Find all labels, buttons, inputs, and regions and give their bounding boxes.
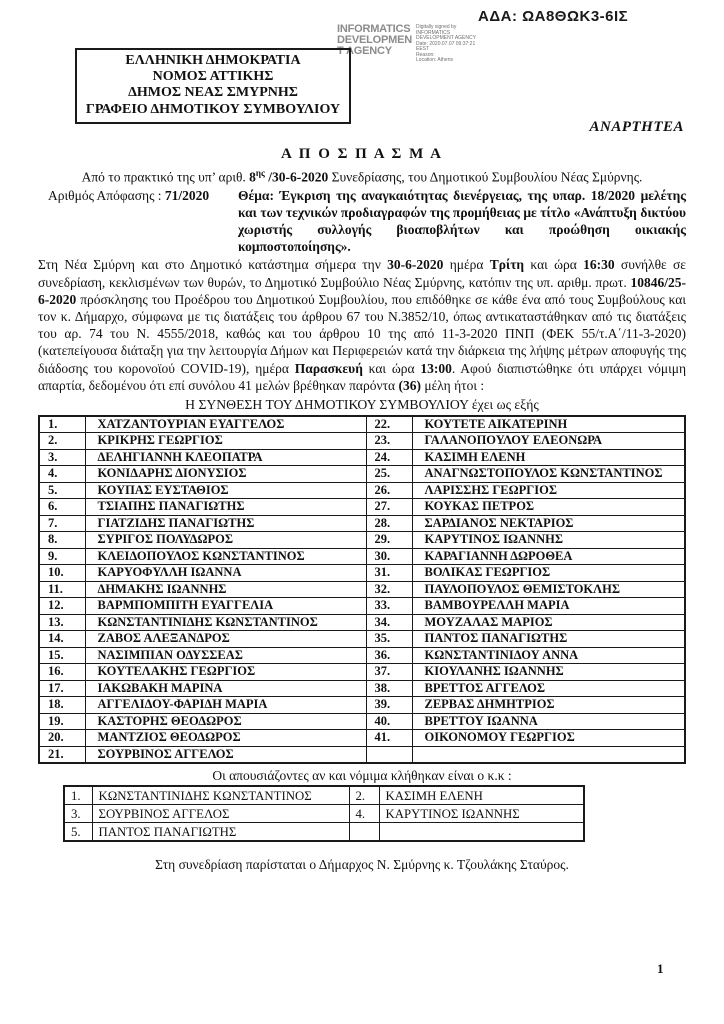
- table-row: [39, 416, 685, 433]
- member-name: ΚΑΡΥΤΙΝΟΣ ΙΩΑΝΝΗΣ: [379, 805, 584, 823]
- members-table: [38, 415, 686, 765]
- table-row: [39, 730, 685, 747]
- document-title: Α Π Ο Σ Π Α Σ Μ Α: [281, 146, 443, 162]
- member-number: 28.: [366, 515, 412, 532]
- decision-number: [38, 187, 238, 256]
- member-name: ΙΑΚΩΒΑΚΗ ΜΑΡΙΝΑ: [85, 680, 366, 697]
- member-number: 37.: [366, 664, 412, 681]
- member-number: 33.: [366, 598, 412, 615]
- member-name: ΠΑΝΤΟΣ ΠΑΝΑΓΙΩΤΗΣ: [412, 631, 685, 648]
- member-number: 39.: [366, 697, 412, 714]
- table-row: [39, 548, 685, 565]
- table-row: [39, 647, 685, 664]
- member-number: 5.: [64, 823, 92, 842]
- member-number: 22.: [366, 416, 412, 433]
- anartitea-label: ΑΝΑΡΤΗΤΕΑ: [589, 119, 684, 135]
- member-number: [366, 746, 412, 763]
- table-row: [39, 499, 685, 516]
- decision-row: [38, 187, 686, 256]
- member-number: 17.: [39, 680, 85, 697]
- member-number: 29.: [366, 532, 412, 549]
- member-name: ΠΑΥΛΟΠΟΥΛΟΣ ΘΕΜΙΣΤΟΚΛΗΣ: [412, 581, 685, 598]
- absent-table: [63, 785, 585, 842]
- decision-number-value: 71/2020: [164, 187, 210, 203]
- member-number: 20.: [39, 730, 85, 747]
- table-row: [39, 614, 685, 631]
- document-body: [38, 146, 686, 873]
- member-number: 35.: [366, 631, 412, 648]
- member-number: 23.: [366, 433, 412, 450]
- member-number: 32.: [366, 581, 412, 598]
- member-name: ΚΟΥΤΕΛΑΚΗΣ ΓΕΩΡΓΙΟΣ: [85, 664, 366, 681]
- member-name: ΒΡΕΤΤΟΥ ΙΩΑΝΝΑ: [412, 713, 685, 730]
- member-number: 19.: [39, 713, 85, 730]
- member-number: 4.: [349, 805, 379, 823]
- member-name: ΚΩΝΣΤΑΝΤΙΝΙΔΗΣ ΚΩΝΣΤΑΝΤΙΝΟΣ: [85, 614, 366, 631]
- member-name: ΣΟΥΡΒΙΝΟΣ ΑΓΓΕΛΟΣ: [85, 746, 366, 763]
- member-number: 34.: [366, 614, 412, 631]
- table-row: [39, 664, 685, 681]
- stamp-signature-details: Digitally signed by INFORMATICS DEVELOPMENT AGENCY Date: 2020.07.07 09:37:21 EEST Reason: Location: Athens: [416, 24, 476, 63]
- table-row: [39, 449, 685, 466]
- absent-heading: Οι απουσιάζοντες αν και νόμιμα κλήθηκαν είναι ο κ.κ :: [212, 768, 512, 784]
- member-name: ΛΑΡΙΣΣΗΣ ΓΕΩΡΓΙΟΣ: [412, 482, 685, 499]
- member-number: 16.: [39, 664, 85, 681]
- composition-heading: Η ΣΥΝΘΕΣΗ ΤΟΥ ΔΗΜΟΤΙΚΟΥ ΣΥΜΒΟΥΛΙΟΥ έχει ως εξής: [185, 396, 539, 412]
- member-number: 4.: [39, 466, 85, 483]
- member-number: 15.: [39, 647, 85, 664]
- member-name: ΚΛΕΙΔΟΠΟΥΛΟΣ ΚΩΝΣΤΑΝΤΙΝΟΣ: [85, 548, 366, 565]
- ada-code: ΑΔΑ: ΩΑ8ΘΩΚ3-6ΙΣ: [478, 8, 629, 25]
- table-row: [64, 805, 584, 823]
- table-row: [39, 581, 685, 598]
- member-number: 40.: [366, 713, 412, 730]
- member-name: ΜΟΥΖΑΛΑΣ ΜΑΡΙΟΣ: [412, 614, 685, 631]
- member-number: [349, 823, 379, 842]
- member-number: 13.: [39, 614, 85, 631]
- member-number: 1.: [39, 416, 85, 433]
- member-number: 2.: [349, 786, 379, 805]
- table-row: [39, 515, 685, 532]
- digital-signature-stamp: [337, 24, 476, 64]
- member-name: ΚΩΝΣΤΑΝΤΙΝΙΔΗΣ ΚΩΝΣΤΑΝΤΙΝΟΣ: [92, 786, 349, 805]
- member-number: 18.: [39, 697, 85, 714]
- member-name: ΜΑΝΤΖΙΟΣ ΘΕΟΔΩΡΟΣ: [85, 730, 366, 747]
- member-number: 11.: [39, 581, 85, 598]
- member-name: ΚΑΡΑΓΙΑΝΝΗ ΔΩΡΟΘΕΑ: [412, 548, 685, 565]
- member-name: ΒΟΛΙΚΑΣ ΓΕΩΡΓΙΟΣ: [412, 565, 685, 582]
- member-name: ΑΓΓΕΛΙΔΟΥ-ΦΑΡΙΔΗ ΜΑΡΙΑ: [85, 697, 366, 714]
- table-row: [39, 532, 685, 549]
- member-number: 30.: [366, 548, 412, 565]
- table-row: [39, 598, 685, 615]
- table-row: [64, 823, 584, 842]
- member-name: ΖΕΡΒΑΣ ΔΗΜΗΤΡΙΟΣ: [412, 697, 685, 714]
- member-number: 3.: [64, 805, 92, 823]
- member-number: 7.: [39, 515, 85, 532]
- member-number: 5.: [39, 482, 85, 499]
- member-number: 8.: [39, 532, 85, 549]
- table-row: [39, 482, 685, 499]
- table-row: [39, 713, 685, 730]
- members-table-body: [39, 416, 685, 764]
- decision-number-label: Αριθμός Απόφασης :: [48, 187, 165, 203]
- member-name: ΓΙΑΤΖΙΔΗΣ ΠΑΝΑΓΙΩΤΗΣ: [85, 515, 366, 532]
- member-name: ΠΑΝΤΟΣ ΠΑΝΑΓΙΩΤΗΣ: [92, 823, 349, 842]
- table-row: [39, 746, 685, 763]
- table-row: [39, 697, 685, 714]
- member-name: ΣΟΥΡΒΙΝΟΣ ΑΓΓΕΛΟΣ: [92, 805, 349, 823]
- member-number: 14.: [39, 631, 85, 648]
- member-number: 12.: [39, 598, 85, 615]
- member-name: ΚΑΣΤΟΡΗΣ ΘΕΟΔΩΡΟΣ: [85, 713, 366, 730]
- member-name: ΚΑΡΥΟΦΥΛΛΗ ΙΩΑΝΝΑ: [85, 565, 366, 582]
- page-number: 1: [657, 961, 664, 976]
- mayor-attendance-line: Στη συνεδρίαση παρίσταται ο Δήμαρχος Ν. Σμύρνης κ. Τζουλάκης Σταύρος.: [155, 857, 569, 873]
- document-subtitle: Από το πρακτικό της υπ’ αριθ. $8^{\eta\varsigma}$ /30-6-2020 Συνεδρίασης, του Δημοτικού Συμβουλίου Νέας Σμύρνης.: [81, 168, 643, 185]
- member-name: ΟΙΚΟΝΟΜΟΥ ΓΕΩΡΓΙΟΣ: [412, 730, 685, 747]
- table-row: [39, 565, 685, 582]
- member-number: 38.: [366, 680, 412, 697]
- session-paragraph: Στη Νέα Σμύρνη και στο Δημοτικό κατάστημα σήμερα την 30-6-2020 ημέρα Τρίτη και ώρα 16:30 συνήλθε σε συνεδρίαση, κεκλισμένων των θυρών, το Δημοτικό Συμβούλιο Νέας Σμύρνης, κατόπιν της υπ. αριθμ. πρωτ. 10846/25-6-2020 πρόσκλησης του Προέδρου του Δημοτικού Συμβουλίου, που επιδόθηκε σε κάθε ένα από τους Συμβούλους και τον κ. Δήμαρχο, σύμφωνα με τις διατάξεις του άρθρου 67 του Ν.3852/10, όπως αντικαταστάθηκαν από τις διατάξεις του αρ. 74 του Ν. 4555/2018, καθώς και του άρθρου 10 της από 11-3-2020 ΠΝΠ (ΦΕΚ 55/τ.Α΄/11-3-2020) (κατεπείγουσα διάταξη για την λειτουργία Δήμων και Περιφερειών κατά την διάρκεια της λήψης μέτρων αποφυγής της διάδοσης του κορονοϊού COVID-19), ημέρα Παρασκευή και ώρα 13:00. Αφού διαπιστώθηκε ότι υπάρχει νόμιμη απαρτία, δεδομένου ότι επί συνόλου 41 μελών βρέθηκαν παρόντα (36) μέλη ήτοι :: [38, 257, 686, 393]
- member-name: ΝΑΣΙΜΠΙΑΝ ΟΔΥΣΣΕΑΣ: [85, 647, 366, 664]
- member-name: ΚΟΥΤΕΤΕ ΑΙΚΑΤΕΡΙΝΗ: [412, 416, 685, 433]
- member-name: ΔΕΛΗΓΙΑΝΝΗ ΚΛΕΟΠΑΤΡΑ: [85, 449, 366, 466]
- member-number: 31.: [366, 565, 412, 582]
- decision-theme: Θέμα: Έγκριση της αναγκαιότητας διενέργειας, της υπαρ. 18/2020 μελέτης και των τεχνικών προδιαγραφών της προμήθειας με τίτλο «Ανάπτυξη δικτύου χωριστής συλλογής βιοαποβλήτων και προώθηση οικιακής κομποστοποίησης».: [238, 187, 686, 255]
- member-number: 1.: [64, 786, 92, 805]
- member-number: 6.: [39, 499, 85, 516]
- member-name: ΧΑΤΖΑΝΤΟΥΡΙΑΝ ΕΥΑΓΓΕΛΟΣ: [85, 416, 366, 433]
- stamp-agency-text: INFORMATICS DEVELOPMEN T AGENCY: [337, 23, 413, 57]
- member-number: 41.: [366, 730, 412, 747]
- member-name: ΣΥΡΙΓΟΣ ΠΟΛΥΔΩΡΟΣ: [85, 532, 366, 549]
- table-row: [39, 631, 685, 648]
- member-name: ΒΑΜΒΟΥΡΕΛΛΗ ΜΑΡΙΑ: [412, 598, 685, 615]
- absent-table-body: [64, 786, 584, 841]
- member-number: 9.: [39, 548, 85, 565]
- member-name: [412, 746, 685, 763]
- member-number: 3.: [39, 449, 85, 466]
- member-name: ΑΝΑΓΝΩΣΤΟΠΟΥΛΟΣ ΚΩΝΣΤΑΝΤΙΝΟΣ: [412, 466, 685, 483]
- member-name: ΖΑΒΟΣ ΑΛΕΞΑΝΔΡΟΣ: [85, 631, 366, 648]
- member-name: ΣΑΡΔΙΑΝΟΣ ΝΕΚΤΑΡΙΟΣ: [412, 515, 685, 532]
- member-name: ΒΡΕΤΤΟΣ ΑΓΓΕΛΟΣ: [412, 680, 685, 697]
- member-name: ΚΡΙΚΡΗΣ ΓΕΩΡΓΙΟΣ: [85, 433, 366, 450]
- member-number: 25.: [366, 466, 412, 483]
- member-name: ΚΑΣΙΜΗ ΕΛΕΝΗ: [412, 449, 685, 466]
- member-name: ΚΩΝΣΤΑΝΤΙΝΙΔΟΥ ΑΝΝΑ: [412, 647, 685, 664]
- table-row: [39, 433, 685, 450]
- member-name: [379, 823, 584, 842]
- member-number: 36.: [366, 647, 412, 664]
- member-name: ΚΟΝΙΔΑΡΗΣ ΔΙΟΝΥΣΙΟΣ: [85, 466, 366, 483]
- member-name: ΔΗΜΑΚΗΣ ΙΩΑΝΝΗΣ: [85, 581, 366, 598]
- member-name: ΚΟΥΚΑΣ ΠΕΤΡΟΣ: [412, 499, 685, 516]
- member-number: 27.: [366, 499, 412, 516]
- member-number: 21.: [39, 746, 85, 763]
- member-name: ΤΣΙΑΠΗΣ ΠΑΝΑΓΙΩΤΗΣ: [85, 499, 366, 516]
- table-row: [39, 680, 685, 697]
- member-name: ΓΑΛΑΝΟΠΟΥΛΟΥ ΕΛΕΟΝΩΡΑ: [412, 433, 685, 450]
- member-number: 2.: [39, 433, 85, 450]
- member-number: 10.: [39, 565, 85, 582]
- member-name: ΚΑΡΥΤΙΝΟΣ ΙΩΑΝΝΗΣ: [412, 532, 685, 549]
- table-row: [64, 786, 584, 805]
- member-name: ΒΑΡΜΠΟΜΠΙΤΗ ΕΥΑΓΓΕΛΙΑ: [85, 598, 366, 615]
- member-name: ΚΑΣΙΜΗ ΕΛΕΝΗ: [379, 786, 584, 805]
- member-number: 24.: [366, 449, 412, 466]
- letterhead-box: ΕΛΛΗΝΙΚΗ ΔΗΜΟΚΡΑΤΙΑ ΝΟΜΟΣ ΑΤΤΙΚΗΣ ΔΗΜΟΣ ΝΕΑΣ ΣΜΥΡΝΗΣ ΓΡΑΦΕΙΟ ΔΗΜΟΤΙΚΟΥ ΣΥΜΒΟΥΛΙΟΥ: [75, 48, 351, 124]
- member-name: ΚΙΟΥΛΑΝΗΣ ΙΩΑΝΝΗΣ: [412, 664, 685, 681]
- table-row: [39, 466, 685, 483]
- member-name: ΚΟΥΠΑΣ ΕΥΣΤΑΘΙΟΣ: [85, 482, 366, 499]
- member-number: 26.: [366, 482, 412, 499]
